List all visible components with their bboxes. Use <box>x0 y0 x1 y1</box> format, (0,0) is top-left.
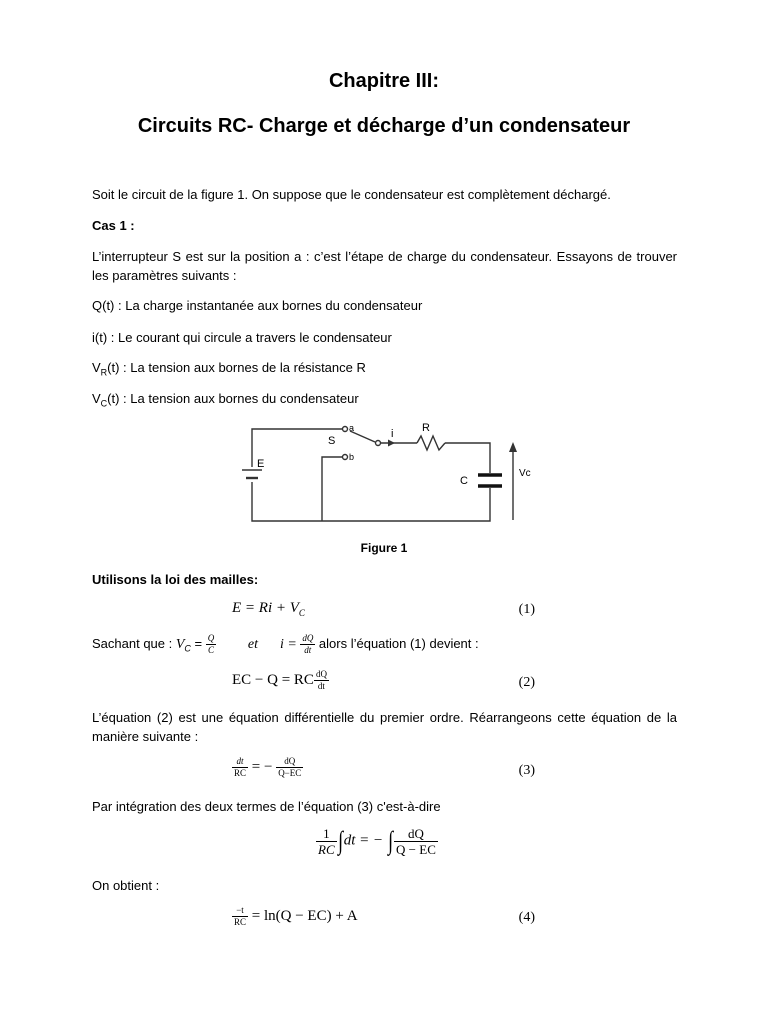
equation-4-number: (4) <box>518 910 535 925</box>
equation-2: EC − Q = RC $\frac{dQ}{dt}$ <box>232 669 327 691</box>
eq2-paragraph: L’équation (2) est une équation différentielle du premier ordre. Réarrangeons cette équation de la manière suivante : <box>92 710 677 744</box>
terminal-b <box>343 455 348 460</box>
label-b: b <box>349 452 355 462</box>
figure-caption: Figure 1 <box>360 541 408 555</box>
label-a: a <box>349 423 355 433</box>
sachant-line: Sachant que : $V_C$ = $\frac{Q}{C}$ et i = $\frac{dQ}{dt}$ alors l’équation (1) devient : <box>92 633 479 656</box>
wire-b <box>322 457 342 521</box>
param-vr: $V_R(t)$ : La tension aux bornes de la résistance R <box>92 360 366 378</box>
loi-heading: Utilisons la loi des mailles: <box>92 572 259 587</box>
equation-3: $\frac{dt}{RC}$ = − $\frac{dQ}{Q-EC}$ <box>234 756 302 778</box>
label-c: C <box>460 475 468 487</box>
label-s: S <box>328 435 336 447</box>
vc-arrow-head <box>509 442 517 452</box>
equation-2-number: (2) <box>518 675 535 690</box>
equation-1-number: (1) <box>518 602 535 617</box>
page-title: Circuits RC- Charge et décharge d’un condensateur <box>137 115 631 137</box>
resistor <box>417 436 445 450</box>
case1-heading: Cas 1 : <box>92 218 135 233</box>
equation-1: $E = Ri + V_C$ <box>232 600 305 618</box>
label-e: E <box>257 458 265 470</box>
param-i: i(t) : Le courant qui circule a travers le condensateur <box>92 330 392 345</box>
equation-4: $\frac{-t}{RC}$ = ln(Q − EC) + A <box>234 905 358 927</box>
label-vc: Vc <box>519 468 531 479</box>
label-r: R <box>422 422 430 434</box>
label-i: i <box>391 428 394 440</box>
wire-right <box>445 443 490 473</box>
wire-bottom-left <box>252 482 490 521</box>
integral-equation: $\frac{1}{RC}$ ∫dt = − ∫ $\frac{dQ}{Q - EC}$ <box>318 825 436 857</box>
equation-3-number: (3) <box>518 763 535 778</box>
integration-paragraph: Par intégration des deux termes de l’équation (3) c'est-à-dire <box>92 799 441 814</box>
param-vc: $V_C(t)$ : La tension aux bornes du condensateur <box>92 391 359 409</box>
switch-pivot <box>376 441 381 446</box>
obtient-paragraph: On obtient : <box>92 878 160 893</box>
circuit-figure <box>232 420 537 530</box>
chapter-heading: Chapitre III: <box>328 70 439 92</box>
case1-paragraph: L’interrupteur S est sur la position a : c’est l’étape de charge du condensateur. Essayons de trouver les paramètres suivants : <box>92 249 677 283</box>
current-arrow-head <box>388 440 395 447</box>
intro-paragraph: Soit le circuit de la figure 1. On suppose que le condensateur est complètement déchargé. <box>92 187 611 202</box>
param-q: Q(t) : La charge instantanée aux bornes du condensateur <box>92 298 423 313</box>
terminal-a <box>343 427 348 432</box>
